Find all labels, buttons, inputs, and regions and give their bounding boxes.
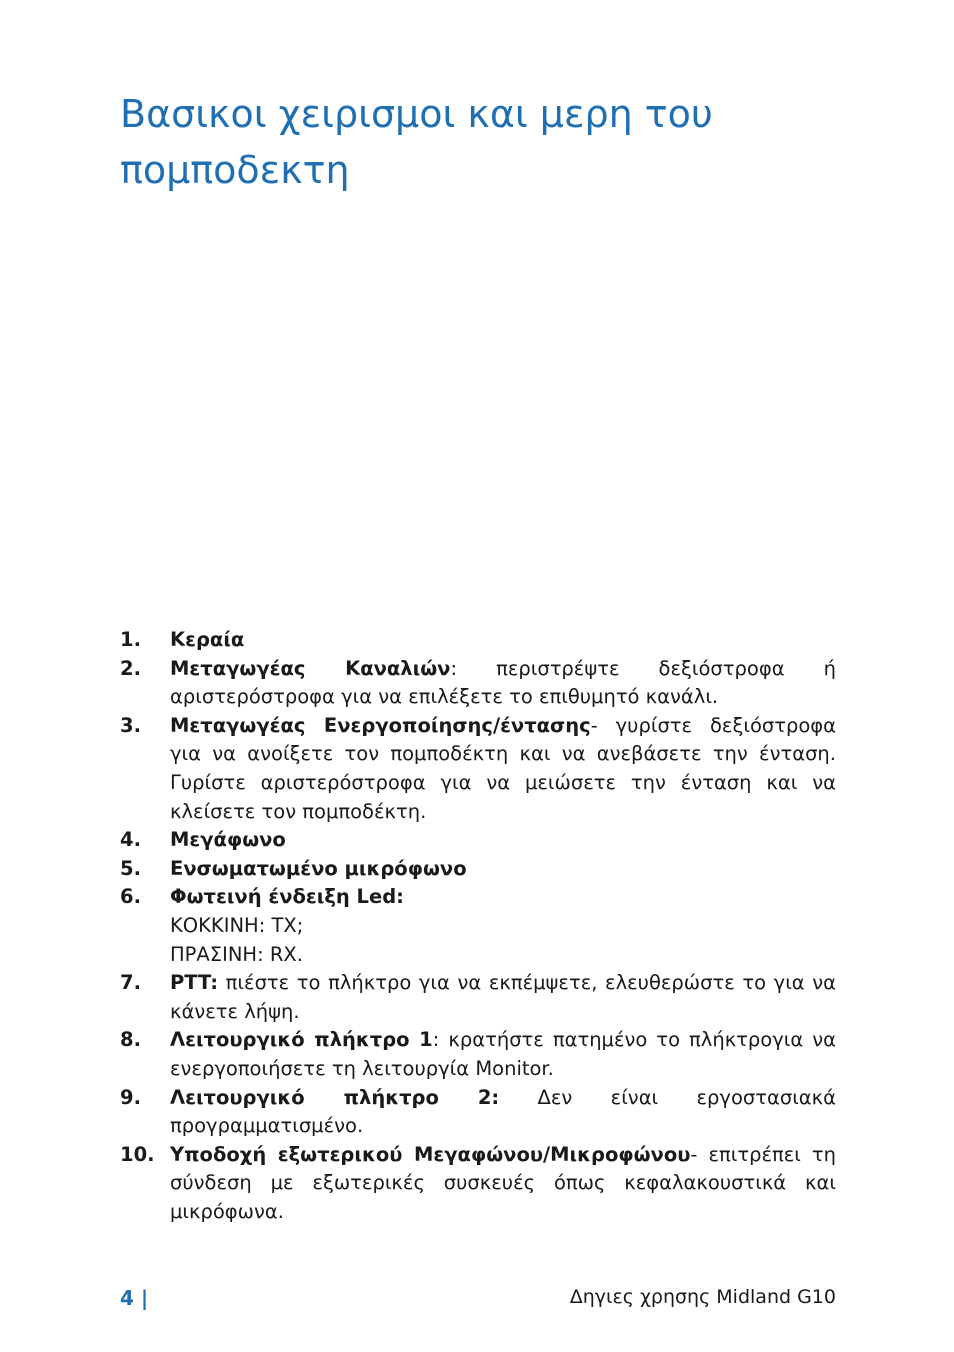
page-footer [120, 1286, 836, 1312]
item-number: 2. [120, 656, 141, 680]
item-description: : κρατήστε πατημένο το πλήκτρογια να ενεργοποιήσετε τη λειτουργία Monitor. [170, 1028, 837, 1080]
list-item [120, 826, 836, 855]
item-number: 3. [120, 713, 141, 737]
item-term: Φωτεινή ένδειξη Led: [170, 885, 404, 909]
item-description: - επιτρέπει τη σύνδεση με εξωτερικές συσκευές όπως κεφαλακουστικά και μικρόφωνα. [170, 1142, 836, 1223]
item-number: 9. [120, 1085, 141, 1109]
list-item [120, 1141, 836, 1227]
manual-title: Δηγιες χρησης Midland G10 [569, 1286, 836, 1308]
led-red-status: ΚΟΚΚΙΝΗ: TX; [170, 913, 304, 937]
item-term: Ενσωματωμένο μικρόφωνο [170, 856, 467, 880]
led-green-status: ΠΡΑΣΙΝΗ: RX. [170, 942, 303, 966]
item-description: - γυρίστε δεξιόστροφα για να ανοίξετε τον πομποδέκτη και να ανεβάσετε την ένταση. Γυρίστε αριστερόστροφα για να μειώσετε την ένταση και να κλείσετε τον πομποδέκτη. [170, 713, 836, 823]
parts-list [120, 626, 836, 1226]
item-term: Υποδοχή εξωτερικού Μεγαφώνου/Μικροφώνου [170, 1142, 691, 1166]
item-number: 8. [120, 1028, 141, 1052]
list-item [120, 1084, 836, 1141]
page-title: Βασικοι χειρισμοι και μερη του πομποδεκτη [120, 92, 713, 192]
list-item [120, 883, 836, 969]
item-number: 4. [120, 828, 141, 852]
list-item [120, 655, 836, 712]
item-term: Μεταγωγέας Ενεργοποίησης/έντασης [170, 713, 591, 737]
item-term: Μεταγωγέας Καναλιών [170, 656, 451, 680]
item-description: : περιστρέψτε δεξιόστροφα ή αριστερόστροφα για να επιλέξετε το επιθυμητό κανάλι. [170, 656, 836, 709]
item-number: 6. [120, 885, 141, 909]
list-item [120, 969, 836, 1026]
page-number: 4 | [120, 1286, 149, 1310]
item-term: Λειτουργικό πλήκτρο 1 [170, 1028, 433, 1052]
item-description: πιέστε το πλήκτρο για να εκπέμψετε, ελευθερώστε το για να κάνετε λήψη. [170, 971, 836, 1023]
list-item [120, 712, 836, 826]
item-number: 5. [120, 856, 141, 880]
item-number: 10. [120, 1142, 155, 1166]
list-item [120, 855, 836, 884]
item-description: Δεν είναι εργοστασιακά προγραμματισμένο. [170, 1085, 837, 1138]
item-number: 7. [120, 971, 141, 995]
item-number: 1. [120, 628, 141, 651]
list-item [120, 626, 836, 655]
item-term: PTT: [170, 971, 219, 995]
list-item [120, 1026, 836, 1083]
item-term: Κεραία [170, 628, 245, 651]
item-term: Μεγάφωνο [170, 828, 286, 852]
item-term: Λειτουργικό πλήκτρο 2: [170, 1085, 500, 1109]
